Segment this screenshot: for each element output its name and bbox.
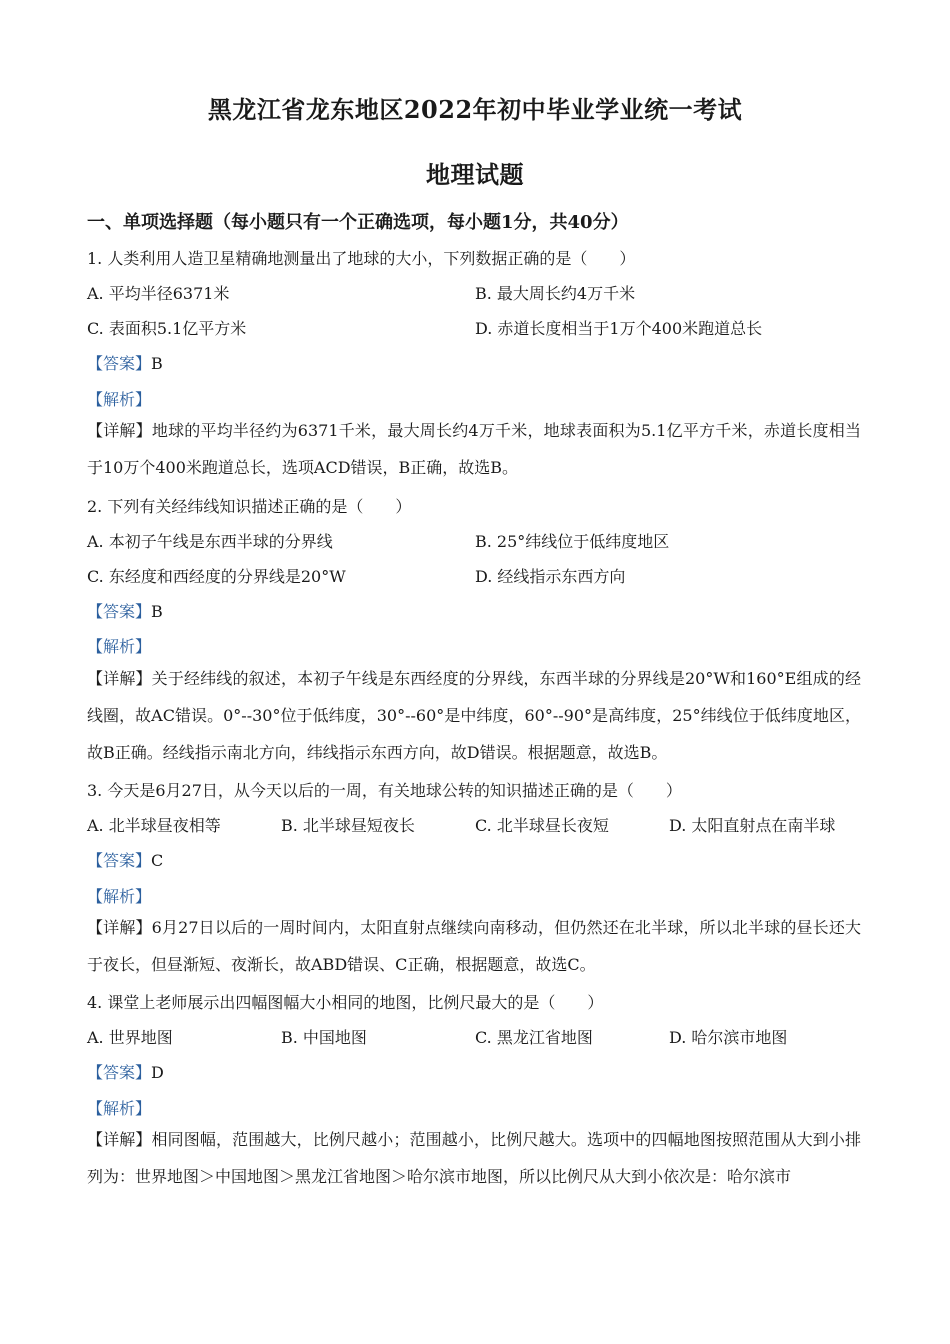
question-4-option-d: D. 哈尔滨市地图 [669,1028,788,1047]
section-heading: 一、单项选择题（每小题只有一个正确选项，每小题1分，共40分） [87,212,629,233]
exam-subtitle: 地理试题 [426,160,524,189]
answer-value: C [151,851,164,870]
question-2-stem: 2. 下列有关经纬线知识描述正确的是（ ） [87,497,412,516]
question-4-option-c: C. 黑龙江省地图 [475,1028,593,1047]
question-3-option-c: C. 北半球昼长夜短 [475,816,609,835]
detail-text: 相同图幅，范围越大，比例尺越小；范围越小，比例尺越大。选项中的四幅地图按照范围从大到小排列为：世界地图＞中国地图＞黑龙江省地图＞哈尔滨市地图，所以比例尺从大到小依次是：哈尔滨市 [87,1130,861,1186]
detail-label: 【详解】 [87,669,152,688]
question-2-analysis-label: 【解析】 [87,637,152,656]
detail-text: 关于经纬线的叙述，本初子午线是东西经度的分界线，东西半球的分界线是20°W和160°E组成的经线圈，故AC错误。0°--30°位于低纬度，30°--60°是中纬度，60°--90°是高纬度，25°纬线位于低纬度地区，故B正确。经线指示南北方向，纬线指示东西方向，故D错误。根据题意，故选B。 [87,669,861,762]
question-3-analysis-label: 【解析】 [87,887,152,906]
question-4-detail [87,1121,861,1195]
question-1-answer [87,351,163,374]
question-3-detail [87,909,861,983]
question-4-option-a: A. 世界地图 [87,1028,173,1047]
answer-label: 【答案】 [87,602,152,621]
question-1-option-d: D. 赤道长度相当于1万个400米跑道总长 [475,319,763,338]
answer-value: B [151,354,163,373]
question-3-option-d: D. 太阳直射点在南半球 [669,816,836,835]
question-2-option-a: A. 本初子午线是东西半球的分界线 [87,532,333,551]
question-2-option-b: B. 25°纬线位于低纬度地区 [475,532,670,551]
detail-label: 【详解】 [87,1130,152,1149]
detail-label: 【详解】 [87,918,152,937]
answer-label: 【答案】 [87,851,152,870]
detail-label: 【详解】 [87,421,152,440]
question-3-option-b: B. 北半球昼短夜长 [281,816,415,835]
question-2-detail [87,660,861,771]
question-1-analysis-label: 【解析】 [87,390,152,409]
question-3-option-a: A. 北半球昼夜相等 [87,816,221,835]
question-4-answer [87,1060,164,1083]
question-2-answer [87,599,163,622]
detail-text: 地球的平均半径约为6371千米，最大周长约4万千米，地球表面积为5.1亿平方千米，赤道长度相当于10万个400米跑道总长，选项ACD错误，B正确，故选B。 [87,421,861,477]
question-1-option-b: B. 最大周长约4万千米 [475,284,636,303]
exam-title: 黑龙江省龙东地区2022年初中毕业学业统一考试 [207,95,743,124]
question-4-stem: 4. 课堂上老师展示出四幅图幅大小相同的地图，比例尺最大的是（ ） [87,993,604,1012]
question-2-option-c: C. 东经度和西经度的分界线是20°W [87,567,346,586]
detail-text: 6月27日以后的一周时间内，太阳直射点继续向南移动，但仍然还在北半球，所以北半球的昼长还大于夜长，但昼渐短、夜渐长，故ABD错误、C正确，根据题意，故选C。 [87,918,861,974]
question-4-option-b: B. 中国地图 [281,1028,367,1047]
question-1-option-c: C. 表面积5.1亿平方米 [87,319,247,338]
question-4-analysis-label: 【解析】 [87,1099,152,1118]
question-3-stem: 3. 今天是6月27日，从今天以后的一周，有关地球公转的知识描述正确的是（ ） [87,781,682,800]
answer-label: 【答案】 [87,354,152,373]
answer-value: B [151,602,163,621]
question-1-option-a: A. 平均半径6371米 [87,284,230,303]
answer-label: 【答案】 [87,1063,152,1082]
question-2-option-d: D. 经线指示东西方向 [475,567,626,586]
question-1-stem: 1. 人类利用人造卫星精确地测量出了地球的大小，下列数据正确的是（ ） [87,249,636,268]
question-3-answer [87,848,163,871]
question-1-detail [87,412,861,486]
answer-value: D [151,1063,164,1082]
